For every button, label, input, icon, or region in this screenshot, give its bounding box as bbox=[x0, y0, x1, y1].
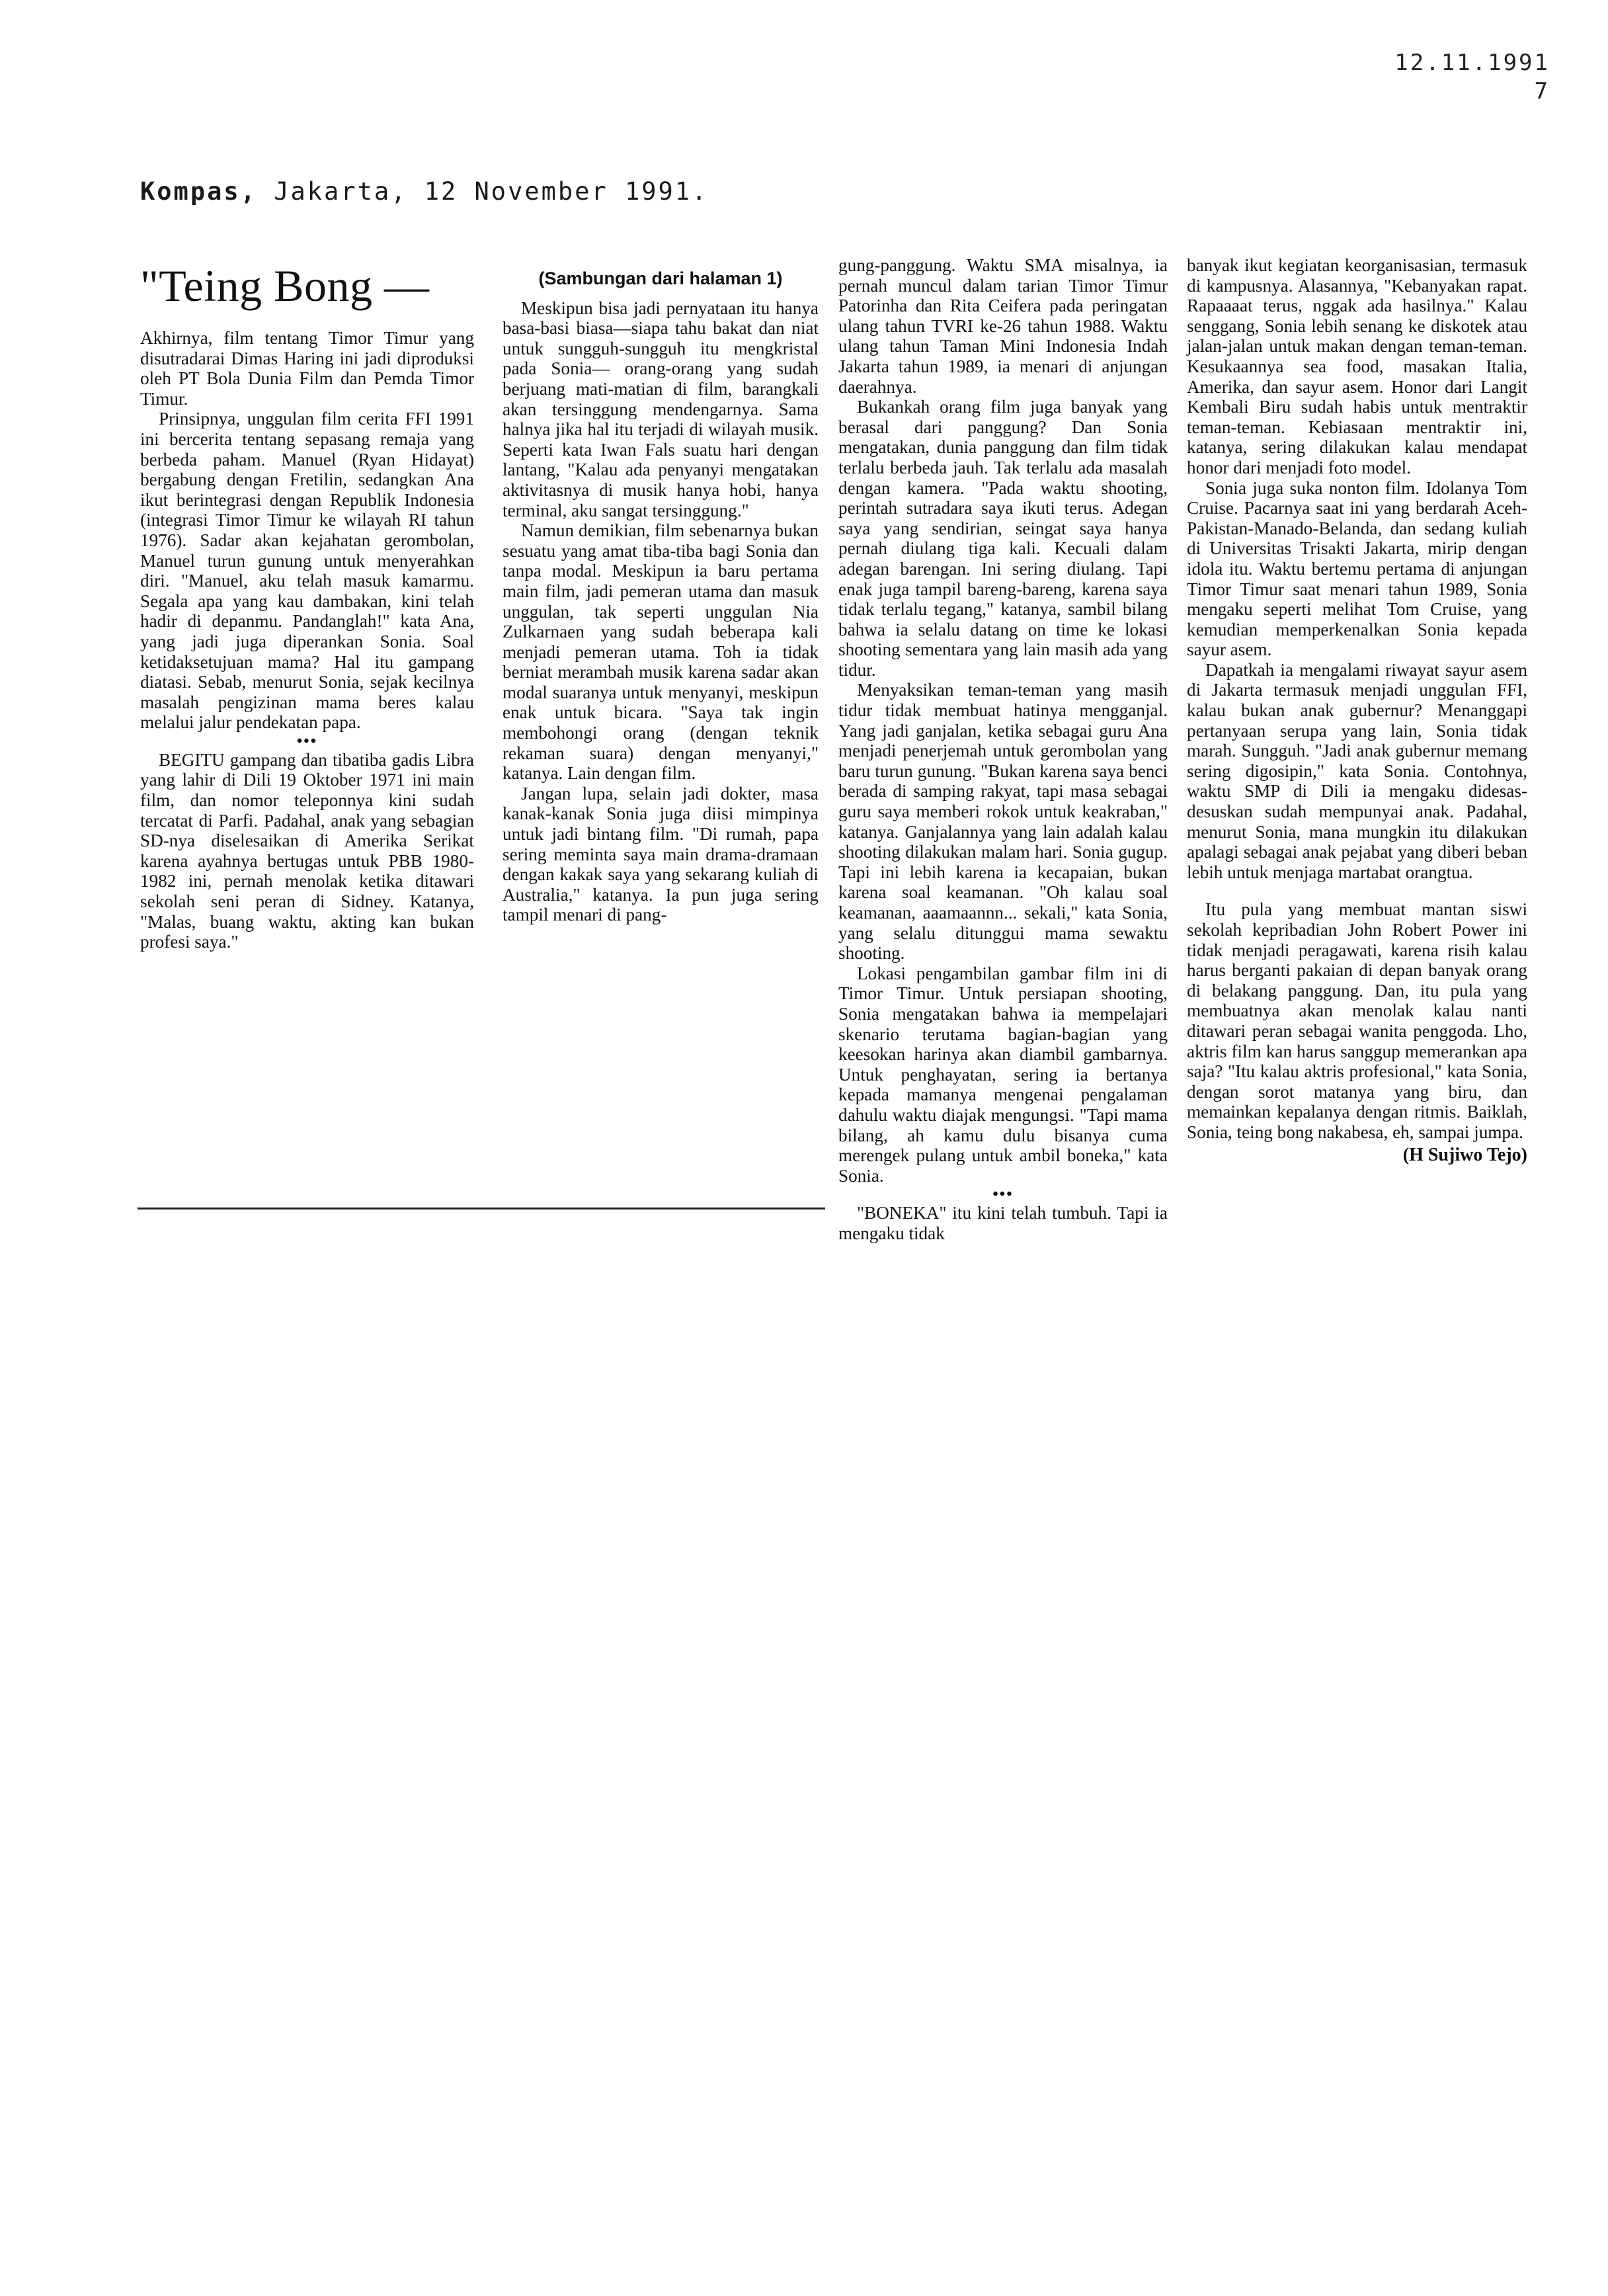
source-line bbox=[140, 177, 708, 206]
paragraph: Lokasi pengambilan gambar film ini di Timor Timur. Untuk persiapan shooting, Sonia mengatakan bahwa ia mempelajari skenario terutama bagian-bagian yang keesokan harinya akan diambil gambarnya. Untuk penghayatan, sering ia bertanya kepada mamanya mengenai pengalaman dahulu waktu diajak mengungsi. "Tapi mama bilang, ah kamu dulu bisanya cuma merengek pulang untuk ambil boneka," kata Sonia. bbox=[838, 963, 1168, 1186]
article-column-2 bbox=[502, 259, 819, 925]
paragraph: gung-panggung. Waktu SMA misalnya, ia pernah muncul dalam tarian Timor Timur Patorinha dan Rita Ceifera pada peringatan ulang tahun TVRI ke-26 tahun 1988. Waktu ulang tahun Taman Mini Indonesia Indah Jakarta tahun 1989, ia menari di anjungan daerahnya. bbox=[838, 255, 1168, 397]
author-byline: (H Sujiwo Tejo) bbox=[1402, 1144, 1527, 1165]
paragraph: Namun demikian, film sebenarnya bukan sesuatu yang amat tiba-tiba bagi Sonia dan tanpa modal. Meskipun ia baru pertama main film, jadi pemeran utama dan masuk unggulan, tak seperti unggulan Nia Zulkarnaen yang sudah beberapa kali menjadi pemeran utama. Toh ia tidak berniat merambah musik karena sadar akan modal suaranya untuk menyanyi, meskipun enak untuk bicara. "Saya tak ingin membohongi orang (dengan teknik rekaman suara) dengan menyanyi," katanya. Lain dengan film. bbox=[502, 520, 819, 784]
stamp-page: 7 bbox=[1534, 77, 1550, 104]
paragraph: Prinsipnya, unggulan film cerita FFI 1991 ini bercerita tentang sepasang remaja yang berbeda paham. Manuel (Ryan Hidayat) bergabung dengan Fretilin, sedangkan Ana ikut berintegrasi dengan Republik Indonesia (integrasi Timor Timur ke wilayah RI tahun 1976). Sadar akan kejahatan gerombolan, Manuel turun gunung untuk menyerahkan diri. "Manuel, aku telah masuk kamarmu. Segala apa yang kau dambakan, kini telah hadir di depanmu. Pandanglah!" kata Ana, yang jadi juga diperankan Sonia. Soal ketidaksetujuan mama? Hal itu gampang diatasi. Sebab, menurut Sonia, sejak kecilnya masalah pengizinan mama beres kalau melalui jalur pendekatan papa. bbox=[140, 409, 474, 733]
paragraph: BEGITU gampang dan tibatiba gadis Libra yang lahir di Dili 19 Oktober 1971 ini main film, dan nomor teleponnya kini sudah tercatat di Parfi. Padahal, anak yang sebagian SD-nya diselesaikan di Amerika Serikat karena ayahnya bertugas untuk PBB 1980-1982 ini, pernah menolak ketika ditawari sekolah seni peran di Sidney. Katanya, "Malas, buang waktu, akting kan bukan profesi saya." bbox=[140, 749, 474, 952]
paragraph: banyak ikut kegiatan keorganisasian, termasuk di kampusnya. Alasannya, "Kebanyakan rapat. Rapaaaat terus, nggak ada hasilnya." Kalau senggang, Sonia lebih senang ke diskotek atau jalan-jalan untuk makan dengan teman-teman. Kesukaannya sea food, masakan Italia, Amerika, dan sayur asem. Honor dari Langit Kembali Biru sudah habis untuk mentraktir teman-teman. Kebiasaan mentraktir ini, katanya, sering dilakukan kalau mendapat honor dari menjadi foto model. bbox=[1187, 255, 1527, 477]
source-paper: Kompas, bbox=[140, 177, 257, 206]
paragraph-gap bbox=[1187, 882, 1527, 899]
article-column-1 bbox=[140, 259, 474, 952]
paragraph: Akhirnya, film tentang Timor Timur yang disutradarai Dimas Haring ini jadi diproduksi oleh PT Bola Dunia Film dan Pemda Timor Timur. bbox=[140, 328, 474, 409]
paragraph: Meskipun bisa jadi pernyataan itu hanya basa-basi biasa—siapa tahu bakat dan niat untuk sungguh-sungguh itu mengkristal pada Sonia— orang-orang yang sudah berjuang mati-matian di film, barangkali akan tersinggung mendengarnya. Sama halnya jika hal itu terjadi di wilayah musik. Seperti kata Iwan Fals suatu hari dengan lantang, "Kalau ada penyanyi mengatakan aktivitasnya di musik hanya hobi, hanya terminal, aku sangat tersinggung." bbox=[502, 298, 819, 520]
paragraph: Dapatkah ia mengalami riwayat sayur asem di Jakarta termasuk menjadi unggulan FFI, kalau bukan anak gubernur? Menanggapi pertanyaan serupa yang lain, Sonia tidak marah. Sungguh. "Jadi anak gubernur memang sering digosipin," kata Sonia. Contohnya, waktu SMP di Dili ia mengaku didesas-desuskan sudah mempunyai anak. Padahal, menurut Sonia, mana mungkin itu dilakukan apalagi sebagai anak pejabat yang diberi beban lebih untuk menjaga martabat orangtua. bbox=[1187, 659, 1527, 882]
section-separator: ••• bbox=[296, 732, 318, 750]
continuation-label: (Sambungan dari halaman 1) bbox=[538, 268, 783, 288]
paragraph: Sonia juga suka nonton film. Idolanya Tom Cruise. Pacarnya saat ini yang berdarah Aceh-Pakistan-Manado-Belanda, dan sedang kuliah di Universitas Trisakti Jakarta, mirip dengan idola itu. Waktu bertemu pertama di anjungan Timor Timur saat menari tahun 1989, Sonia mengaku seperti melihat Tom Cruise, yang kemudian memperkenalkan Sonia kepada sayur asem. bbox=[1187, 477, 1527, 660]
paragraph: "BONEKA" itu kini telah tumbuh. Tapi ia mengaku tidak bbox=[838, 1203, 1168, 1243]
paragraph: Jangan lupa, selain jadi dokter, masa kanak-kanak Sonia juga diisi mimpinya untuk jadi bintang film. "Di rumah, papa sering meminta saya main drama-dramaan dengan kakak saya yang sekarang kuliah di Australia," katanya. Ia pun juga sering tampil menari di pang- bbox=[502, 783, 819, 925]
article-column-3 bbox=[838, 255, 1168, 1244]
stamp-date: 12.11.1991 bbox=[1394, 50, 1550, 76]
paragraph: Menyaksikan teman-teman yang masih tidur tidak membuat hatinya mengganjal. Yang jadi ganjalan, ketika sebagai guru Ana menjadi penerjemah untuk gerombolan yang baru turun gunung. "Bukan karena saya benci berada di samping rakyat, tapi masa sebagai guru saya memberi rokok untuk keakraban," katanya. Ganjalannya yang lain adalah kalau shooting dilakukan malam hari. Sonia gugup. Tapi ini lebih karena ia kecapaian, bukan karena soal keamanan. "Oh kalau soal keamanan, aaamaannn... sekali," kata Sonia, yang selalu ditunggui mama sewaktu shooting. bbox=[838, 680, 1168, 964]
paragraph: Bukankah orang film juga banyak yang berasal dari panggung? Dan Sonia mengatakan, dunia panggung dan film tidak terlalu berbeda jauh. Tak terlalu ada masalah dengan kamera. "Pada waktu shooting, perintah sutradara saya ikuti terus. Adegan saya yang sendirian, seingat saya hanya pernah diulang tiga kali. Kecuali dalam adegan barengan. Ini sering diulang. Tapi enak juga tampil bareng-bareng, karena saya tidak terlalu tegang," katanya, sambil bilang bahwa ia selalu datang on time ke lokasi shooting sementara yang lain masih ada yang tidur. bbox=[838, 397, 1168, 680]
article-headline: "Teing Bong — bbox=[140, 261, 430, 311]
source-place-date: Jakarta, 12 November 1991. bbox=[257, 177, 709, 206]
column-rule bbox=[138, 1208, 825, 1210]
section-separator: ••• bbox=[992, 1186, 1014, 1204]
article-column-4 bbox=[1187, 255, 1527, 1165]
paragraph: Itu pula yang membuat mantan siswi sekolah kepribadian John Robert Power ini tidak menjadi peragawati, karena risih kalau harus berganti pakaian di depan banyak orang di belakang panggung. Dan, itu pula yang membuatnya akan menolak kalau nanti ditawari peran sebagai wanita penggoda. Lho, aktris film kan harus sanggup memerankan apa saja? "Itu kalau aktris profesional," kata Sonia, dengan sorot matanya yang biru, dan memainkan kepalanya dengan ritmis. Baiklah, Sonia, teing bong nakabesa, eh, sampai jumpa. bbox=[1187, 899, 1527, 1142]
archive-date-stamp bbox=[1378, 49, 1550, 105]
